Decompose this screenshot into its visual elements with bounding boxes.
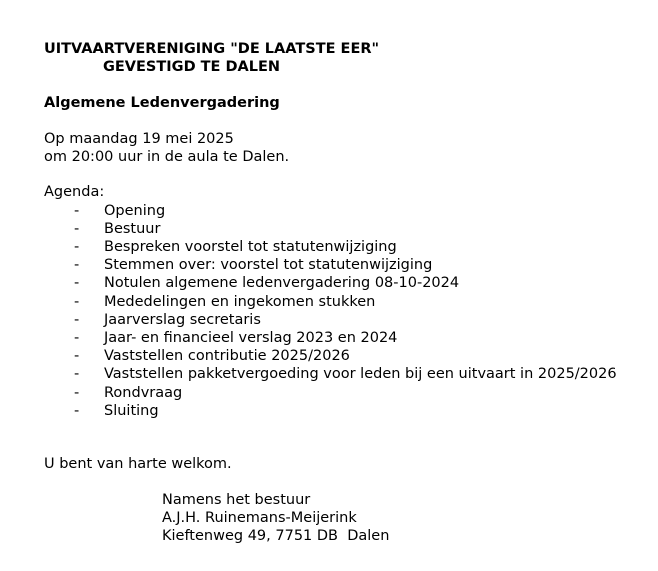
welcome-text: U bent van harte welkom. — [44, 455, 232, 472]
dash-bullet: - — [74, 402, 80, 419]
dash-bullet: - — [74, 257, 80, 274]
meeting-date: Op maandag 19 mei 2025 — [44, 130, 234, 147]
agenda-item — [44, 202, 654, 220]
dash-bullet: - — [74, 202, 80, 219]
agenda-item — [44, 238, 654, 256]
agenda-item — [44, 256, 654, 274]
agenda-item-text: Vaststellen pakketvergoeding voor leden bij een uitvaart in 2025/2026 — [104, 366, 617, 383]
agenda-item — [44, 347, 654, 365]
dash-bullet: - — [74, 311, 80, 328]
signature-address: Kieftenweg 49, 7751 DB Dalen — [162, 527, 390, 544]
dash-bullet: - — [74, 239, 80, 255]
signature-on-behalf: Namens het bestuur — [162, 491, 311, 508]
dash-bullet: - — [74, 329, 80, 346]
meeting-title: Algemene Ledenvergadering — [44, 94, 280, 111]
signature-name: A.J.H. Ruinemans-Meijerink — [162, 509, 357, 526]
agenda-item-text: Bestuur — [104, 220, 161, 237]
agenda-item-text: Jaarverslag secretaris — [104, 311, 261, 328]
agenda-item — [44, 220, 654, 238]
agenda-list — [44, 202, 654, 420]
org-name: UITVAARTVERENIGING "DE LAATSTE EER" — [44, 41, 380, 57]
agenda-item — [44, 293, 654, 311]
dash-bullet: - — [74, 275, 80, 292]
agenda-item — [44, 274, 654, 292]
agenda-item-text: Rondvraag — [104, 384, 183, 401]
agenda-item — [44, 311, 654, 329]
agenda-item-text: Jaar- en financieel verslag 2023 en 2024 — [104, 329, 398, 346]
agenda-item-text: Opening — [104, 202, 166, 219]
agenda-item — [44, 329, 654, 347]
agenda-item-text: Mededelingen en ingekomen stukken — [104, 293, 376, 310]
dash-bullet: - — [74, 384, 80, 401]
signature-block — [44, 491, 654, 546]
agenda-item — [44, 402, 654, 420]
meeting-time-location: om 20:00 uur in de aula te Dalen. — [44, 148, 290, 165]
agenda-item-text: Bespreken voorstel tot statutenwijziging — [104, 239, 397, 255]
agenda-item-text: Stemmen over: voorstel tot statutenwijziging — [104, 257, 433, 274]
document-page — [44, 40, 654, 545]
dash-bullet: - — [74, 366, 80, 383]
dash-bullet: - — [74, 293, 80, 310]
agenda-item-text: Vaststellen contributie 2025/2026 — [104, 348, 350, 365]
agenda-item — [44, 384, 654, 402]
org-location: GEVESTIGD TE DALEN — [103, 59, 281, 76]
agenda-label: Agenda: — [44, 184, 105, 201]
dash-bullet: - — [74, 220, 80, 237]
agenda-item-text: Sluiting — [104, 402, 159, 419]
agenda-item — [44, 365, 654, 383]
agenda-item-text: Notulen algemene ledenvergadering 08-10-2024 — [104, 275, 460, 292]
dash-bullet: - — [74, 348, 80, 365]
